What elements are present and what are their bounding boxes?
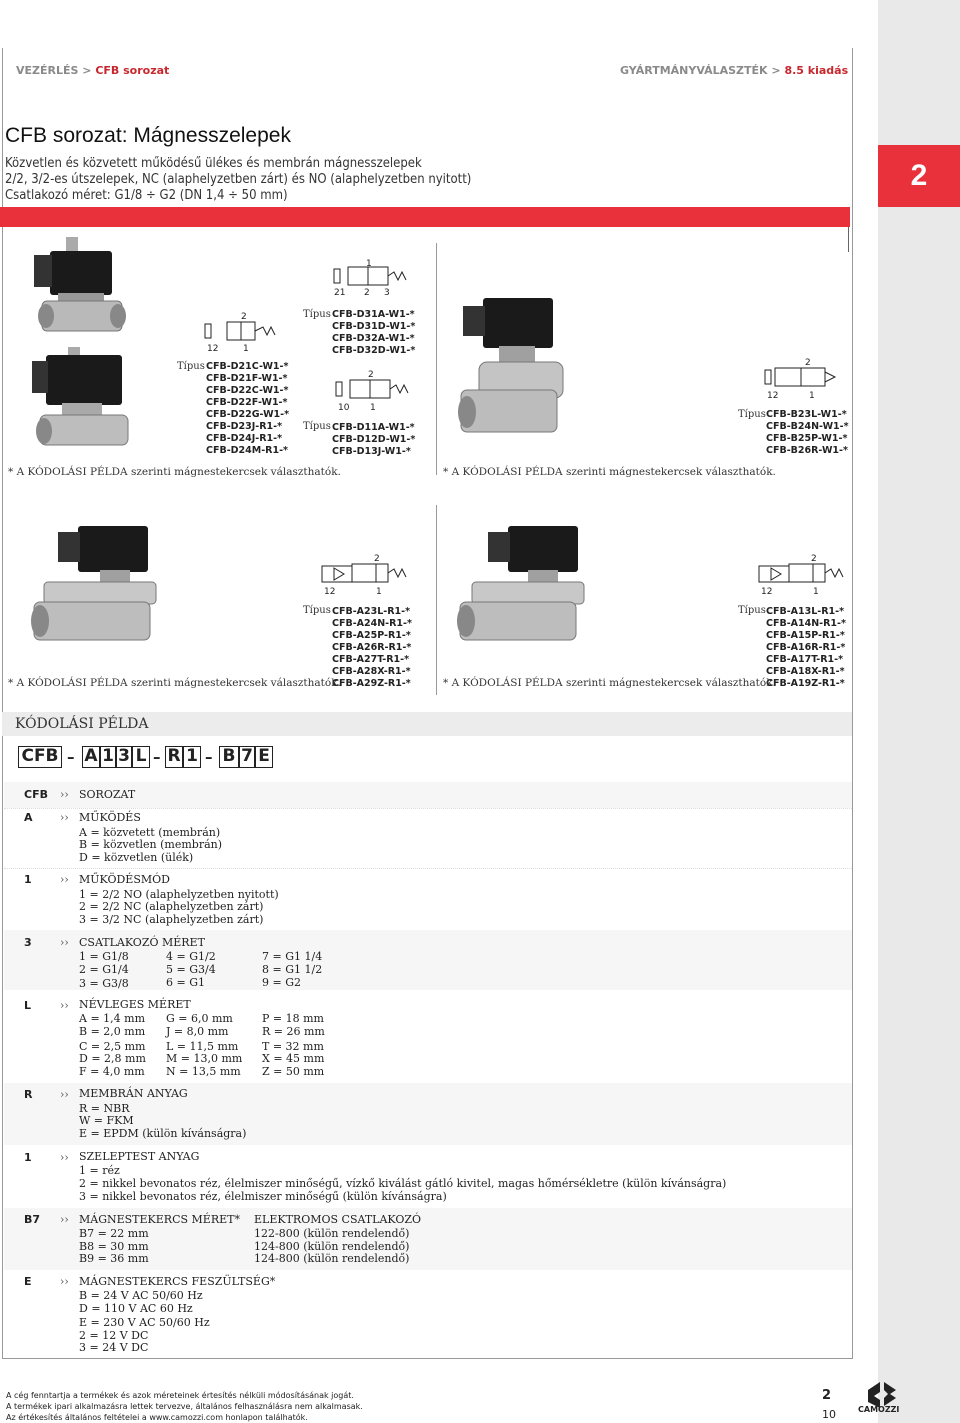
option-line: C = 2,5 mm: [79, 1040, 146, 1053]
code-segment: 7: [239, 746, 255, 768]
svg-text:2: 2: [811, 554, 817, 564]
option-line: 3 = nikkel bevonatos réz, élelmiszer minőségű (külön kívánságra): [79, 1190, 447, 1203]
arrow-icon: ››: [60, 999, 69, 1012]
footer-notes: [6, 1390, 363, 1423]
option-line: N = 13,5 mm: [166, 1065, 241, 1078]
option-line: F = 4,0 mm: [79, 1065, 145, 1078]
model-code-list: CFB-A23L-R1-* CFB-A24N-R1-* CFB-A25P-R1-* CFB-A26R-R1-* CFB-A27T-R1-* CFB-A28X-R1-* CFB-A29Z-R1-*: [332, 606, 412, 689]
grid-divider: [436, 243, 437, 475]
svg-text:12: 12: [761, 587, 773, 597]
section-key: A: [24, 811, 33, 824]
brand-name: CAMOZZI: [858, 1405, 900, 1414]
option-line: 3 = G3/8: [79, 977, 129, 990]
option-line: D = közvetlen (ülék): [79, 851, 194, 864]
option-line: 4 = G1/2: [166, 950, 216, 963]
option-line: B = 2,0 mm: [79, 1025, 146, 1038]
model-code-list: CFB-B23L-W1-* CFB-B24N-W1-* CFB-B25P-W1-* CFB-B26R-W1-*: [766, 409, 849, 456]
tipus-label: Típus: [177, 361, 205, 372]
option-line: 124-800 (külön rendelendő): [254, 1240, 410, 1253]
model-code-list: CFB-A13L-R1-* CFB-A14N-R1-* CFB-A15P-R1-* CFB-A16R-R1-* CFB-A17T-R1-* CFB-A18X-R1-* CFB-A19Z-R1-*: [766, 606, 846, 689]
option-line: B8 = 30 mm: [79, 1240, 149, 1253]
code-segment: E: [255, 746, 273, 768]
option-line: 6 = G1: [166, 976, 205, 989]
svg-text:2: 2: [374, 554, 380, 564]
subtitle-line: Csatlakozó méret: G1/8 ÷ G2 (DN 1,4 ÷ 50 mm): [5, 188, 288, 203]
svg-text:1: 1: [370, 403, 376, 413]
right-rule: [852, 48, 853, 1358]
option-line: 2 = G1/4: [79, 963, 129, 976]
code-segment: R: [165, 746, 183, 768]
footer-line: A cég fenntartja a termékek és azok méreteinek értesítés nélküli módosításának jogát.: [6, 1391, 354, 1400]
svg-text:2: 2: [241, 312, 247, 322]
svg-text:12: 12: [767, 391, 779, 401]
section-heading: MEMBRÁN ANYAG: [79, 1087, 188, 1100]
section-key: 3: [24, 936, 32, 949]
section-heading: SOROZAT: [79, 788, 136, 801]
subtitle-line: Közvetlen és közvetett működésű ülékes és membrán mágnesszelepek: [5, 156, 422, 171]
valve-photo-large: [455, 292, 570, 442]
valve-symbol-2-2-direct: [334, 368, 414, 414]
section-heading: NÉVLEGES MÉRET: [79, 998, 191, 1011]
svg-text:21: 21: [334, 288, 346, 298]
right-margin-strip: [878, 0, 960, 1423]
option-line: M = 13,0 mm: [166, 1052, 243, 1065]
option-line: E = 230 V AC 50/60 Hz: [79, 1316, 210, 1329]
svg-text:1: 1: [809, 391, 815, 401]
svg-text:12: 12: [324, 587, 336, 597]
option-line: L = 11,5 mm: [166, 1040, 239, 1053]
option-line: R = NBR: [79, 1102, 130, 1115]
option-line: B9 = 36 mm: [79, 1252, 149, 1265]
valve-photo-medium: [30, 345, 130, 450]
svg-text:1: 1: [813, 587, 819, 597]
svg-text:2: 2: [364, 288, 370, 298]
section-heading: MÁGNESTEKERCS FESZÜLTSÉG*: [79, 1275, 276, 1288]
arrow-icon: ››: [60, 1088, 69, 1101]
option-line: 122-800 (külön rendelendő): [254, 1227, 410, 1240]
arrow-icon: ››: [60, 936, 69, 949]
section-heading: SZELEPTEST ANYAG: [79, 1150, 200, 1163]
coil-note: * A KÓDOLÁSI PÉLDA szerinti mágnestekercsek választhatók.: [8, 466, 341, 478]
option-line: B = közvetlen (membrán): [79, 838, 223, 851]
section-key: CFB: [24, 788, 48, 801]
code-dash: –: [67, 748, 75, 766]
svg-text:3: 3: [384, 288, 390, 298]
option-line: 2 = 2/2 NC (alaphelyzetben zárt): [79, 900, 264, 913]
tipus-label: Típus: [738, 409, 766, 420]
option-line: J = 8,0 mm: [166, 1025, 229, 1038]
option-line: 2 = nikkel bevonatos réz, élelmiszer minőségű, vízkő kiválást gátló kivitel, magas hőmérsékletre (külön kívánságra): [79, 1177, 727, 1190]
section-key: L: [24, 999, 32, 1012]
svg-text:2: 2: [368, 370, 374, 380]
code-dash: –: [205, 748, 213, 766]
grid-divider: [436, 505, 437, 695]
section-divider: [4, 868, 852, 869]
option-line: 3 = 24 V DC: [79, 1341, 149, 1354]
valve-symbol-2-2-a13: [757, 552, 847, 598]
section-key: 1: [24, 873, 32, 886]
valve-symbol-3-2: [332, 257, 412, 299]
option-line: 9 = G2: [262, 976, 301, 989]
subtitle-line: 2/2, 3/2-es útszelepek, NC (alaphelyzetben zárt) és NO (alaphelyzetben nyitott): [5, 172, 472, 187]
option-line: B = 24 V AC 50/60 Hz: [79, 1289, 203, 1302]
model-code-list: CFB-D31A-W1-* CFB-D31D-W1-* CFB-D32A-W1-* CFB-D32D-W1-*: [332, 309, 416, 356]
code-segment: L: [132, 746, 150, 768]
catalog-edition: GYÁRTMÁNYVÁLASZTÉK > 8.5 kiadás: [620, 64, 849, 77]
arrow-icon: ››: [60, 1213, 69, 1226]
option-line: A = közvetett (membrán): [79, 826, 221, 839]
option-line: P = 18 mm: [262, 1012, 324, 1025]
svg-text:2: 2: [805, 358, 811, 368]
section-divider: [4, 808, 852, 809]
tipus-label: Típus: [738, 605, 766, 616]
option-line: 1 = G1/8: [79, 950, 129, 963]
option-line: E = EPDM (külön kívánságra): [79, 1127, 247, 1140]
section-key: E: [24, 1275, 32, 1288]
code-segment: 1: [100, 746, 116, 768]
example-title: KÓDOLÁSI PÉLDA: [15, 716, 149, 732]
section-heading: ELEKTROMOS CSATLAKOZÓ: [254, 1213, 422, 1226]
arrow-icon: ››: [60, 1151, 69, 1164]
option-line: 1 = 2/2 NO (alaphelyzetben nyitott): [79, 888, 279, 901]
svg-text:1: 1: [376, 587, 382, 597]
page-title: CFB sorozat: Mágnesszelepek: [5, 124, 291, 147]
svg-text:12: 12: [207, 344, 219, 354]
option-line: X = 45 mm: [262, 1052, 325, 1065]
code-segment-series: CFB: [18, 746, 62, 768]
footer-line: A termékek ipari alkalmazásra lettek tervezve, általános felhasználásra nem alkalmasak.: [6, 1402, 363, 1411]
svg-text:10: 10: [338, 403, 350, 413]
option-line: 124-800 (külön rendelendő): [254, 1252, 410, 1265]
valve-photo-membrane: [30, 518, 165, 643]
option-line: D = 2,8 mm: [79, 1052, 146, 1065]
option-line: 2 = 12 V DC: [79, 1329, 149, 1342]
section-key: R: [24, 1088, 33, 1101]
left-rule: [2, 48, 3, 1358]
option-line: 3 = 3/2 NC (alaphelyzetben zárt): [79, 913, 264, 926]
tipus-label: Típus: [303, 605, 331, 616]
option-line: 5 = G3/4: [166, 963, 216, 976]
code-segment: 1: [183, 746, 201, 768]
bottom-rule: [2, 1358, 853, 1359]
code-segment: B: [219, 746, 239, 768]
section-heading: MŰKÖDÉS: [79, 811, 141, 824]
option-line: B7 = 22 mm: [79, 1227, 149, 1240]
section-heading: MŰKÖDÉSMÓD: [79, 873, 170, 886]
tipus-label: Típus: [303, 309, 331, 320]
rule-tick: [848, 227, 849, 252]
section-heading: CSATLAKOZÓ MÉRET: [79, 936, 205, 949]
valve-symbol-2-2-b: [763, 356, 841, 402]
option-line: 1 = réz: [79, 1164, 120, 1177]
tipus-label: Típus: [303, 421, 331, 432]
arrow-icon: ››: [60, 811, 69, 824]
valve-symbol-2-2-nc: [203, 310, 283, 354]
coil-note: * A KÓDOLÁSI PÉLDA szerinti mágnestekercsek választhatók.: [443, 466, 776, 478]
option-line: T = 32 mm: [262, 1040, 324, 1053]
option-line: R = 26 mm: [262, 1025, 325, 1038]
svg-text:1: 1: [366, 259, 372, 269]
svg-text:1: 1: [243, 344, 249, 354]
arrow-icon: ››: [60, 873, 69, 886]
valve-photo-small: [28, 235, 128, 340]
code-dash: –: [153, 748, 161, 766]
coil-note: * A KÓDOLÁSI PÉLDA szerinti mágnestekercsek választhatók.: [443, 677, 776, 689]
option-line: 8 = G1 1/2: [262, 963, 323, 976]
option-line: D = 110 V AC 60 Hz: [79, 1302, 193, 1315]
section-key: 1: [24, 1151, 32, 1164]
valve-photo-membrane-no: [456, 518, 591, 643]
option-line: Z = 50 mm: [262, 1065, 325, 1078]
option-line: G = 6,0 mm: [166, 1012, 233, 1025]
option-line: W = FKM: [79, 1114, 134, 1127]
model-code-list: CFB-D21C-W1-* CFB-D21F-W1-* CFB-D22C-W1-* CFB-D22F-W1-* CFB-D22G-W1-* CFB-D23J-R1-* CFB-D24J-R1-* CFB-D24M-R1-*: [206, 361, 290, 456]
page-number: 10: [822, 1408, 836, 1421]
code-segment: A: [82, 746, 100, 768]
breadcrumb[interactable]: VEZÉRLÉS > CFB sorozat: [16, 64, 170, 77]
footer-line[interactable]: Az értékesítés általános feltételei a www.camozzi.com honlapon találhatók.: [6, 1413, 308, 1422]
title-red-bar: [0, 207, 850, 227]
model-code-list: CFB-D11A-W1-* CFB-D12D-W1-* CFB-D13J-W1-*: [332, 422, 416, 457]
option-line: A = 1,4 mm: [79, 1012, 146, 1025]
arrow-icon: ››: [60, 1275, 69, 1288]
coil-note: * A KÓDOLÁSI PÉLDA szerinti mágnestekercsek választhatók.: [8, 677, 341, 689]
valve-symbol-2-2-a23: [320, 552, 410, 598]
section-key: B7: [24, 1213, 41, 1226]
chapter-tab: 2: [878, 145, 960, 207]
code-segment: 3: [116, 746, 132, 768]
arrow-icon: ››: [60, 788, 69, 801]
section-heading: MÁGNESTEKERCS MÉRET*: [79, 1213, 240, 1226]
chapter-number: 2: [822, 1388, 832, 1403]
option-line: 7 = G1 1/4: [262, 950, 323, 963]
